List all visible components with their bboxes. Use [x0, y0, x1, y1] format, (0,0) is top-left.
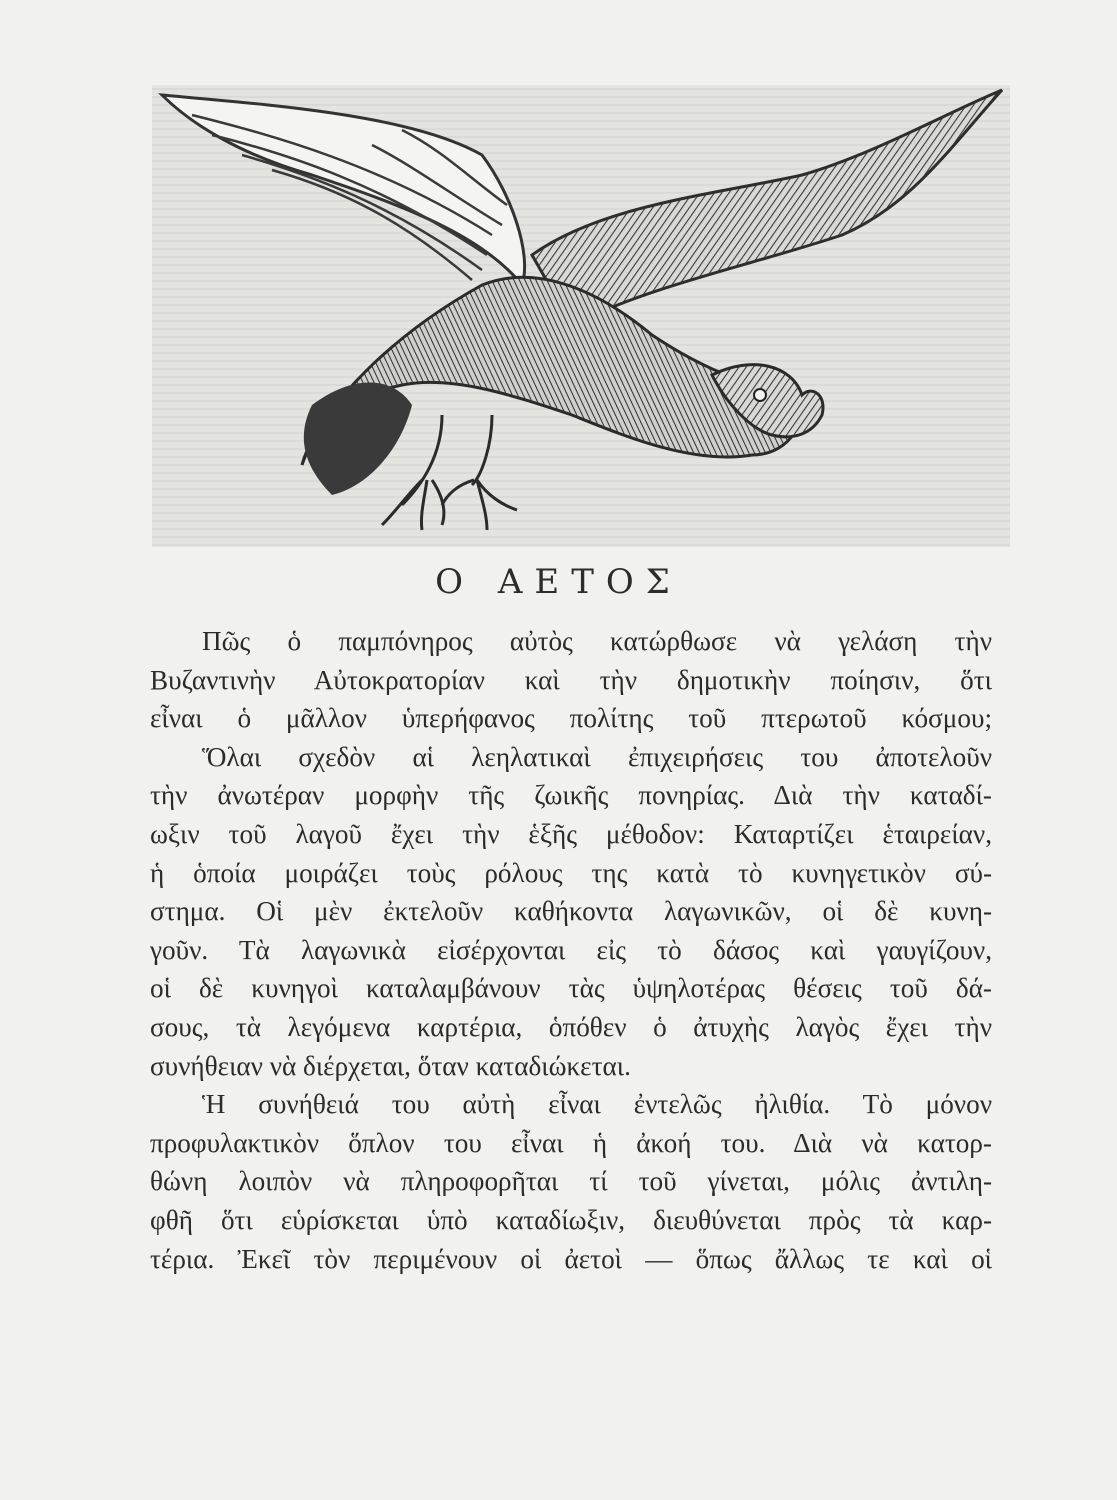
text-line: προφυλακτικὸν ὅπλον του εἶναι ἡ ἀκοή του. Διὰ νὰ κατορ-: [150, 1127, 992, 1158]
text-line: Ἡ συνήθειά του αὐτὴ εἶναι ἐντελῶς ἠλιθία. Τὸ μόνον: [202, 1089, 992, 1120]
text-line: συνήθειαν νὰ διέρχεται, ὅταν καταδιώκεται.: [150, 1050, 631, 1081]
text-line: Ὅλαι σχεδὸν αἱ λεηλατικαὶ ἐπιχειρήσεις του ἀποτελοῦν: [202, 741, 992, 772]
text-line: σους, τὰ λεγόμενα καρτέρια, ὁπόθεν ὁ ἀτυχὴς λαγὸς ἔχει τὴν: [150, 1011, 992, 1042]
eagle-illustration: [152, 85, 1010, 547]
text-line: Πῶς ὁ παμπόνηρος αὐτὸς κατώρθωσε νὰ γελάση τὴν: [202, 626, 992, 656]
text-line: τέρια. Ἐκεῖ τὸν περιμένουν οἱ ἀετοὶ — ὅπως ἄλλως τε καὶ οἱ: [150, 1243, 992, 1274]
text-line: ωξιν τοῦ λαγοῦ ἔχει τὴν ἑξῆς μέθοδον: Καταρτίζει ἑταιρείαν,: [150, 818, 992, 849]
text-line: εἶναι ὁ μᾶλλον ὑπερήφανος πολίτης τοῦ πτερωτοῦ κόσμου;: [150, 703, 992, 734]
text-line: γοῦν. Τὰ λαγωνικὰ εἰσέρχονται εἰς τὸ δάσος καὶ γαυγίζουν,: [150, 934, 992, 965]
text-line: στημα. Οἱ μὲν ἐκτελοῦν καθήκοντα λαγωνικῶν, οἱ δὲ κυνη-: [150, 896, 992, 927]
text-line: οἱ δὲ κυνηγοὶ καταλαμβάνουν τὰς ὑψηλοτέρας θέσεις τοῦ δά-: [150, 973, 992, 1004]
text-line: Βυζαντινὴν Αὐτοκρατορίαν καὶ τὴν δημοτικὴν ποίησιν, ὅτι: [150, 664, 992, 695]
page-title: Ο ΑΕΤΟΣ: [435, 562, 682, 602]
text-line: θώνη λοιπὸν νὰ πληροφορῆται τί τοῦ γίνεται, μόλις ἀντιλη-: [150, 1166, 992, 1197]
text-line: τὴν ἀνωτέραν μορφὴν τῆς ζωικῆς πονηρίας. Διὰ τὴν καταδί-: [150, 780, 992, 811]
text-line: ἡ ὁποία μοιράζει τοὺς ρόλους της κατὰ τὸ κυνηγετικὸν σύ-: [150, 857, 992, 888]
text-line: φθῆ ὅτι εὑρίσκεται ὑπὸ καταδίωξιν, διευθύνεται πρὸς τὰ καρ-: [150, 1204, 992, 1235]
body-text: [150, 622, 992, 1278]
